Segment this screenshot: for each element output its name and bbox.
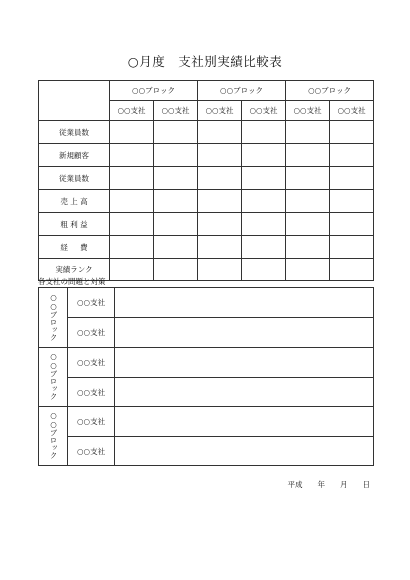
branch-header-3: ○○支社 [198, 101, 242, 121]
row-label-sales: 売 上 高 [39, 190, 110, 213]
table-row [39, 121, 374, 144]
data-cell[interactable] [242, 167, 286, 190]
block-label-cell-2 [39, 348, 68, 407]
data-cell[interactable] [110, 121, 154, 144]
row-label-performance-rank: 実績ランク [39, 259, 110, 281]
data-cell[interactable] [242, 259, 286, 281]
data-cell[interactable] [198, 144, 242, 167]
data-cell[interactable] [198, 190, 242, 213]
branch-header-5: ○○支社 [286, 101, 330, 121]
data-cell[interactable] [330, 236, 374, 259]
branch-header-1: ○○支社 [110, 101, 154, 121]
data-cell[interactable] [110, 167, 154, 190]
block-label: ○○ブロック [49, 292, 58, 341]
block-label-cell-1 [39, 288, 68, 348]
data-cell[interactable] [242, 121, 286, 144]
data-cell[interactable] [286, 190, 330, 213]
data-cell[interactable] [110, 236, 154, 259]
block-header-2: ○○ブロック [198, 81, 286, 101]
data-cell[interactable] [286, 167, 330, 190]
row-label-expenses: 経 費 [39, 236, 110, 259]
data-cell[interactable] [330, 121, 374, 144]
data-cell[interactable] [242, 213, 286, 236]
branch-header-6: ○○支社 [330, 101, 374, 121]
branch-label-cell: ○○支社 [68, 407, 115, 437]
data-cell[interactable] [286, 236, 330, 259]
data-cell[interactable] [154, 236, 198, 259]
data-cell[interactable] [286, 121, 330, 144]
data-cell[interactable] [242, 236, 286, 259]
block-header-3: ○○ブロック [286, 81, 374, 101]
branch-header-2: ○○支社 [154, 101, 198, 121]
data-cell[interactable] [154, 190, 198, 213]
data-cell[interactable] [110, 259, 154, 281]
block-header-row [39, 81, 374, 101]
data-cell[interactable] [110, 190, 154, 213]
data-cell[interactable] [198, 236, 242, 259]
data-cell[interactable] [286, 144, 330, 167]
table-row [39, 318, 374, 348]
data-cell[interactable] [198, 167, 242, 190]
data-cell[interactable] [110, 213, 154, 236]
data-cell[interactable] [110, 144, 154, 167]
table-row [39, 348, 374, 378]
table-row [39, 167, 374, 190]
issue-entry-cell[interactable] [115, 318, 374, 348]
block-label: ○○ブロック [49, 411, 58, 459]
table-row [39, 378, 374, 407]
table-row [39, 437, 374, 466]
table-row [39, 190, 374, 213]
block-label-cell-3 [39, 407, 68, 466]
data-cell[interactable] [154, 121, 198, 144]
row-label-employees: 従業員数 [39, 121, 110, 144]
data-cell[interactable] [286, 259, 330, 281]
data-cell[interactable] [154, 259, 198, 281]
branch-label-cell: ○○支社 [68, 318, 115, 348]
branch-label-cell: ○○支社 [68, 378, 115, 407]
table-row [39, 144, 374, 167]
corner-cell [39, 81, 110, 121]
row-label-gross-profit: 粗 利 益 [39, 213, 110, 236]
data-cell[interactable] [330, 190, 374, 213]
issue-entry-cell[interactable] [115, 348, 374, 378]
data-cell[interactable] [198, 259, 242, 281]
row-label-new-customers: 新規顧客 [39, 144, 110, 167]
branch-label-cell: ○○支社 [68, 348, 115, 378]
branch-label-cell: ○○支社 [68, 437, 115, 466]
footer-date: 平成 年 月 日 [287, 480, 370, 489]
table-row [39, 236, 374, 259]
data-cell[interactable] [242, 190, 286, 213]
data-cell[interactable] [154, 144, 198, 167]
block-label: ○○ブロック [49, 352, 58, 400]
data-cell[interactable] [154, 167, 198, 190]
issue-entry-cell[interactable] [115, 378, 374, 407]
branch-label-cell: ○○支社 [68, 288, 115, 318]
issue-entry-cell[interactable] [115, 407, 374, 437]
data-cell[interactable] [330, 259, 374, 281]
branch-header-4: ○○支社 [242, 101, 286, 121]
data-cell[interactable] [330, 167, 374, 190]
table-row [39, 407, 374, 437]
data-cell[interactable] [330, 213, 374, 236]
issue-entry-cell[interactable] [115, 437, 374, 466]
data-cell[interactable] [198, 121, 242, 144]
document-title: ○月度 支社別実績比較表 [127, 54, 283, 69]
data-cell[interactable] [198, 213, 242, 236]
data-cell[interactable] [330, 144, 374, 167]
table-row [39, 213, 374, 236]
issues-section-caption: 各支社の問題と対策 [38, 277, 106, 286]
table-row [39, 288, 374, 318]
issue-entry-cell[interactable] [115, 288, 374, 318]
performance-comparison-table [38, 80, 374, 281]
block-header-1: ○○ブロック [110, 81, 198, 101]
data-cell[interactable] [286, 213, 330, 236]
data-cell[interactable] [242, 144, 286, 167]
issues-and-measures-table [38, 287, 374, 466]
row-label-employees-2: 従業員数 [39, 167, 110, 190]
data-cell[interactable] [154, 213, 198, 236]
